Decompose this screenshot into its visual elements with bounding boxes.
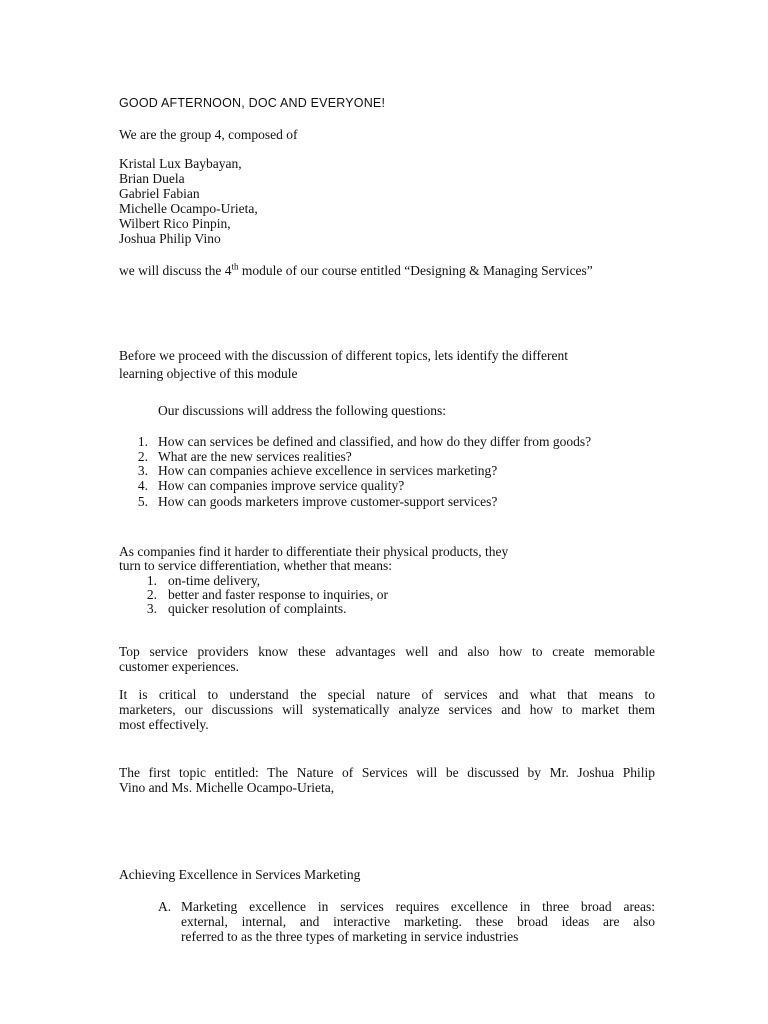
paragraph-line: external, internal, and interactive marketing. these broad ideas are also: [181, 914, 655, 929]
module-line-before: we will discuss the 4: [119, 263, 232, 278]
question-number: 2.: [137, 449, 148, 464]
list-text: on-time delivery,: [168, 573, 261, 588]
question-number: 3.: [137, 463, 148, 478]
greeting: GOOD AFTERNOON, DOC AND EVERYONE!: [119, 96, 386, 110]
member-name: Wilbert Rico Pinpin,: [119, 216, 231, 231]
providers-paragraph: [119, 644, 655, 674]
question-text: How can goods marketers improve customer-support services?: [158, 494, 498, 509]
question-text: How can companies improve service quality?: [158, 478, 405, 493]
member-name: Michelle Ocampo-Urieta,: [119, 201, 258, 216]
paragraph-line: most effectively.: [119, 717, 209, 732]
member-name: Gabriel Fabian: [119, 186, 200, 201]
list-text: better and faster response to inquiries, or: [168, 587, 389, 602]
question-text: How can companies achieve excellence in services marketing?: [158, 463, 498, 478]
question-text: How can services be defined and classified, and how do they differ from goods?: [158, 434, 592, 449]
paragraph-line: Before we proceed with the discussion of different topics, lets identify the different: [119, 348, 568, 363]
paragraph-line: turn to service differentiation, whether that means:: [119, 558, 393, 573]
question-number: 5.: [137, 494, 148, 509]
list-text: quicker resolution of complaints.: [168, 601, 347, 616]
list-number: 2.: [146, 587, 157, 602]
section-item-text: [181, 899, 655, 944]
section-heading: Achieving Excellence in Services Marketing: [119, 867, 361, 882]
list-number: 3.: [146, 601, 157, 616]
intro-line: We are the group 4, composed of: [119, 127, 298, 142]
paragraph-line: learning objective of this module: [119, 366, 298, 381]
paragraph-line: Vino and Ms. Michelle Ocampo-Urieta,: [119, 780, 335, 795]
paragraph-line: Marketing excellence in services requires excellence in three broad areas:: [181, 899, 655, 914]
member-name: Joshua Philip Vino: [119, 231, 221, 246]
paragraph-line: referred to as the three types of marketing in service industries: [181, 929, 519, 944]
paragraph-line: customer experiences.: [119, 659, 239, 674]
critical-paragraph: [119, 687, 655, 732]
member-name: Kristal Lux Baybayan,: [119, 156, 242, 171]
paragraph-line: marketers, our discussions will systematically analyze services and how to market them: [119, 702, 655, 717]
section-item-letter: A.: [158, 899, 172, 914]
module-line-sup: th: [231, 261, 239, 272]
question-number: 4.: [137, 478, 148, 493]
list-number: 1.: [146, 573, 157, 588]
module-line: [119, 263, 593, 279]
paragraph-line: Top service providers know these advantages well and also how to create memorable: [119, 644, 655, 659]
paragraph-line: It is critical to understand the special nature of services and what that means to: [119, 687, 655, 702]
question-number: 1.: [137, 434, 148, 449]
question-text: What are the new services realities?: [158, 449, 352, 464]
paragraph-line: The first topic entitled: The Nature of Services will be discussed by Mr. Joshua Philip: [119, 765, 655, 780]
first-topic-paragraph: [119, 765, 655, 795]
member-name: Brian Duela: [119, 171, 185, 186]
module-line-after: module of our course entitled “Designing & Managing Services”: [238, 263, 593, 278]
paragraph-line: As companies find it harder to differentiate their physical products, they: [119, 544, 509, 559]
questions-intro: Our discussions will address the following questions:: [158, 403, 446, 418]
